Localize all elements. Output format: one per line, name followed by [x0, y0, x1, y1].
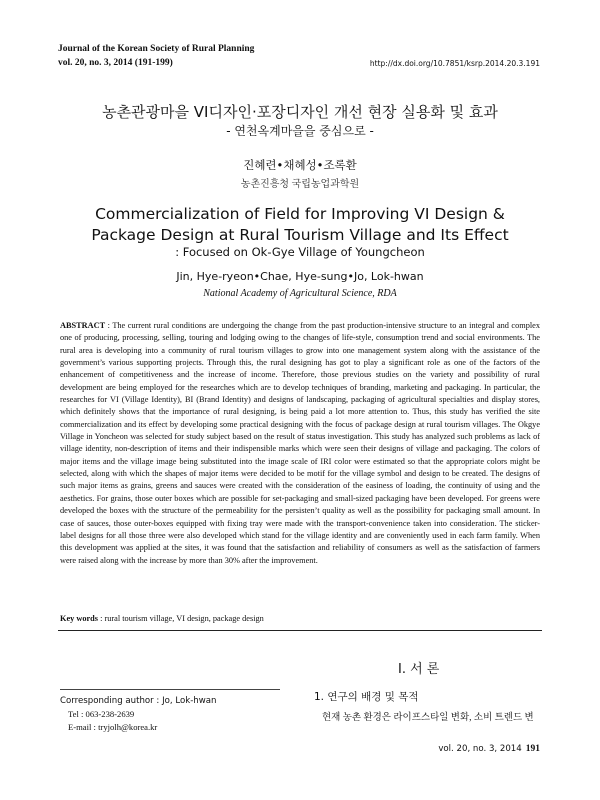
journal-volume-info: vol. 20, no. 3, 2014 (191-199)	[58, 58, 173, 68]
section-divider	[58, 630, 542, 631]
korean-title: 농촌관광마을 VI디자인·포장디자인 개선 현장 실용화 및 효과	[102, 103, 498, 121]
section-heading: I. 서 론	[398, 662, 440, 677]
abstract-separator: :	[105, 321, 113, 330]
english-title-line-2: Package Design at Rural Tourism Village and Its Effect	[91, 226, 509, 244]
subsection-heading: 1. 연구의 배경 및 목적	[314, 691, 419, 703]
keywords	[60, 614, 540, 623]
korean-subtitle: - 연천옥계마을을 중심으로 -	[226, 124, 374, 138]
footer-volume: vol. 20, no. 3, 2014	[438, 744, 522, 754]
abstract-label: ABSTRACT	[60, 321, 106, 330]
corresponding-author: Corresponding author : Jo, Lok-hwan	[60, 696, 217, 706]
english-authors: Jin, Hye-ryeon•Chae, Hye-sung•Jo, Lok-hwan	[176, 270, 424, 283]
english-subtitle: : Focused on Ok-Gye Village of Youngcheon	[175, 245, 425, 259]
body-text-line: 현재 농촌 환경은 라이프스타일 변화, 소비 트렌드 변	[322, 713, 534, 723]
korean-authors: 진혜련•채혜성•조록환	[243, 158, 357, 172]
english-affiliation: National Academy of Agricultural Science, RDA	[203, 288, 397, 299]
keywords-separator: :	[98, 614, 105, 623]
english-title	[0, 204, 600, 246]
corresponding-tel: Tel : 063-238-2639	[68, 709, 135, 719]
english-title-line-1: Commercialization of Field for Improving VI Design &	[95, 205, 505, 223]
journal-name: Journal of the Korean Society of Rural Planning	[58, 44, 255, 54]
page-number: 191	[525, 744, 540, 754]
page-footer	[438, 744, 540, 754]
footnote-divider	[60, 689, 280, 690]
keywords-text: rural tourism village, VI design, package design	[104, 614, 264, 623]
doi-link[interactable]: http://dx.doi.org/10.7851/ksrp.2014.20.3.191	[369, 59, 540, 68]
abstract	[60, 320, 540, 567]
korean-affiliation: 농촌진흥청 국립농업과학원	[240, 179, 360, 190]
abstract-text: The current rural conditions are undergoing the change from the past production-intensive structure to an integral and complex one of producing, processing, selling, touring and lodging owing to the changes of life-style, consumption trend and social environments. The rural area is developing into a community of rural tourism villages to grow into one management system along with the assistance of the government’s various supporting projects. Through this, the rural designing has got to play a significant role as one of the factors of the enhancement of competitiveness and the increase of income. Therefore, those previous studies on the variety and possibility of rural development are being employed for the researches which are to develop techniques of branding, marketing and packaging. In particular, the researches for VI (Village Identity), BI (Brand Identity) and designs of landscaping, packaging of agricultural specialties and display stores, which definitely shows that the importance of rural designing, is being paid a lot more attention to. Thus, this study has verified the site commercialization and its effect by developing some practical designing with the focus of package design at rural tourism villages. The Okgye Village in Yoncheon was selected for study subject based on the result of status investigation. This study has analyzed such problems as lack of village identity, non-description of items and their indispensible marks which were seen their designs of village and packaging. The colors of major items and the village image being substituted into the image scale of IRI color were estimated so that the appropriate colors might be selected, along with which the shapes of major items were decided to be motif for the village symbol and design to be created. The designs of such major items as grains, greens and sauces were created with the consideration of the easiness of loading, the continuity of using and the aesthetics. For grains, those outer boxes which are possible for set-packaging and small-sized packaging have been developed. For greens were developed the boxes with the structure of the permeability for the persisten’t quality as well as the possibility for packaging small amount. In case of sauces, those outer-boxes equipped with fixing tray were made with the transport-convenience taken into consideration. The sticker-label designs for all those three were also developed which stand for the village identity and are conveniently used in each farm family. When this development was applied at the sites, it was found that the satisfaction and reliability of consumers as well as the satisfaction of farmers were raised along with the increase by more than 30% after the improvement.	[60, 321, 540, 565]
corresponding-email[interactable]: E-mail : tryjolh@korea.kr	[68, 722, 158, 732]
keywords-label: Key words	[60, 614, 99, 623]
